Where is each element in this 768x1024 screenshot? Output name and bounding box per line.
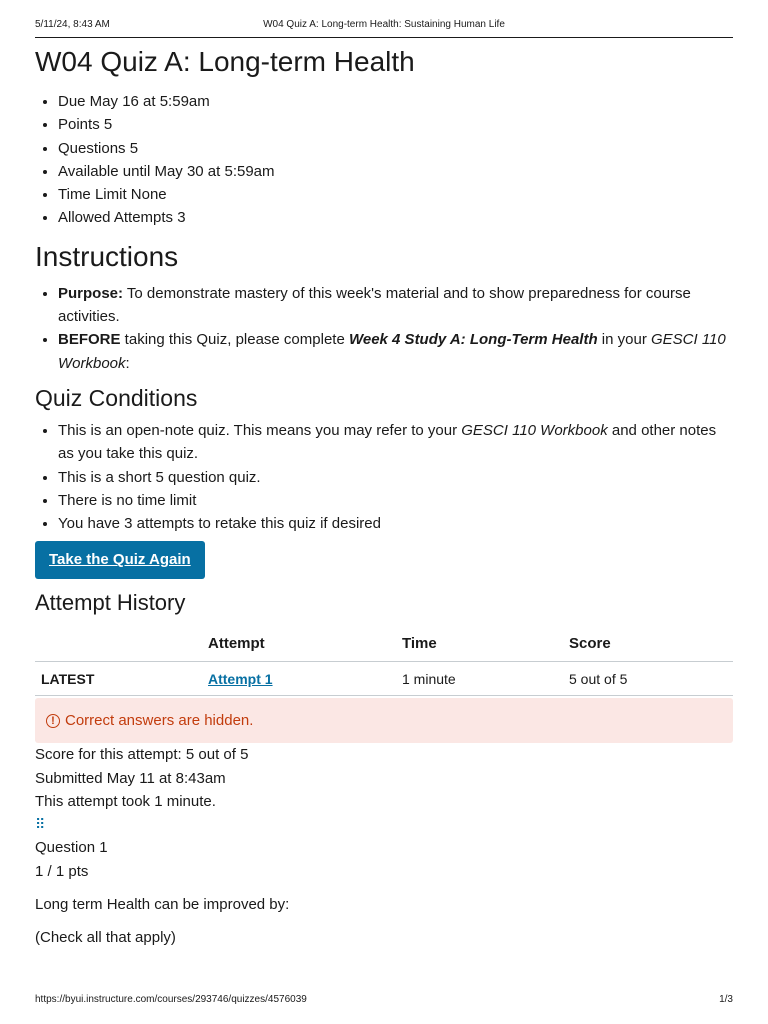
page-url: https://byui.instructure.com/courses/293746/quizzes/4576039 <box>35 994 307 1005</box>
table-header-row <box>35 625 733 662</box>
detail-questions: • Questions 5 <box>58 137 733 160</box>
drag-handle-icon[interactable]: ⠿ <box>35 816 44 833</box>
purpose-label: Purpose: <box>58 284 124 302</box>
alert-text: Correct answers are hidden. <box>65 712 254 730</box>
instructions-heading: Instructions <box>35 240 179 272</box>
main-content <box>35 44 733 950</box>
condition-open-note <box>58 419 733 466</box>
conditions-heading: Quiz Conditions <box>35 384 198 411</box>
condition-1-text-a: This is an open-note quiz. This means you may refer to your <box>58 421 462 439</box>
detail-points: • Points 5 <box>58 113 733 136</box>
detail-due: • Due May 16 at 5:59am <box>58 90 733 113</box>
detail-attempts: • Allowed Attempts 3 <box>58 206 733 229</box>
print-footer <box>35 994 733 1005</box>
condition-1-text-b: and other notes as you take this quiz. <box>58 421 717 463</box>
attempt-submitted-text: Submitted May 11 at 8:43am <box>35 769 226 787</box>
conditions-list <box>35 419 733 535</box>
study-reference: Week 4 Study A: Long-Term Health <box>348 331 598 349</box>
attempt-duration-text: This attempt took 1 minute. <box>35 793 216 811</box>
instruction-before <box>58 328 733 375</box>
warning-icon: ! <box>46 714 60 728</box>
before-label: BEFORE <box>58 331 121 349</box>
before-text-1: taking this Quiz, please complete <box>120 331 349 349</box>
attempt-history-heading: Attempt History <box>35 590 186 616</box>
detail-available: • Available until May 30 at 5:59am <box>58 160 733 183</box>
attempt-info <box>35 743 733 813</box>
before-text-3: : <box>125 354 130 372</box>
instruction-purpose <box>58 282 733 329</box>
workbook-reference: GESCI 110 Workbook <box>58 331 726 372</box>
latest-label: LATEST <box>35 662 207 696</box>
question-label: Question 1 <box>35 839 108 857</box>
hidden-answers-alert <box>35 698 733 743</box>
attempt-cell <box>207 662 401 696</box>
condition-no-time-limit: • There is no time limit <box>58 489 733 512</box>
print-page-title: W04 Quiz A: Long-term Health: Sustaining Human Life <box>263 19 505 30</box>
print-date: 5/11/24, 8:43 AM <box>35 19 110 30</box>
quiz-details-list <box>35 90 733 230</box>
question-text: Long term Health can be improved by: <box>35 895 290 913</box>
instructions-list <box>35 282 733 375</box>
question-points: 1 / 1 pts <box>35 862 89 880</box>
condition-attempts: • You have 3 attempts to retake this quiz if desired <box>58 512 733 535</box>
detail-time-limit: • Time Limit None <box>58 183 733 206</box>
attempt-time: 1 minute <box>401 662 568 696</box>
page-title: W04 Quiz A: Long-term Health <box>35 46 415 77</box>
attempt-score: 5 out of 5 <box>568 662 733 696</box>
purpose-text: To demonstrate mastery of this week's material and to show preparedness for course activities. <box>58 284 691 326</box>
column-header-blank <box>35 625 207 662</box>
take-quiz-again-button[interactable]: Take the Quiz Again <box>35 541 205 579</box>
before-text-2: in your <box>597 331 651 349</box>
column-header-score: Score <box>568 625 733 662</box>
column-header-attempt: Attempt <box>207 625 401 662</box>
attempt-1-link[interactable]: Attempt 1 <box>208 670 273 687</box>
condition-short-quiz: • This is a short 5 question quiz. <box>58 466 733 489</box>
question-hint: (Check all that apply) <box>35 929 176 947</box>
attempt-history-table <box>35 625 733 696</box>
print-header <box>35 17 733 38</box>
condition-1-workbook: GESCI 110 Workbook <box>461 421 608 439</box>
question-1 <box>35 813 733 949</box>
page-number: 1/3 <box>719 994 733 1005</box>
attempt-score-text: Score for this attempt: 5 out of 5 <box>35 746 249 764</box>
column-header-time: Time <box>401 625 568 662</box>
table-row <box>35 662 733 696</box>
